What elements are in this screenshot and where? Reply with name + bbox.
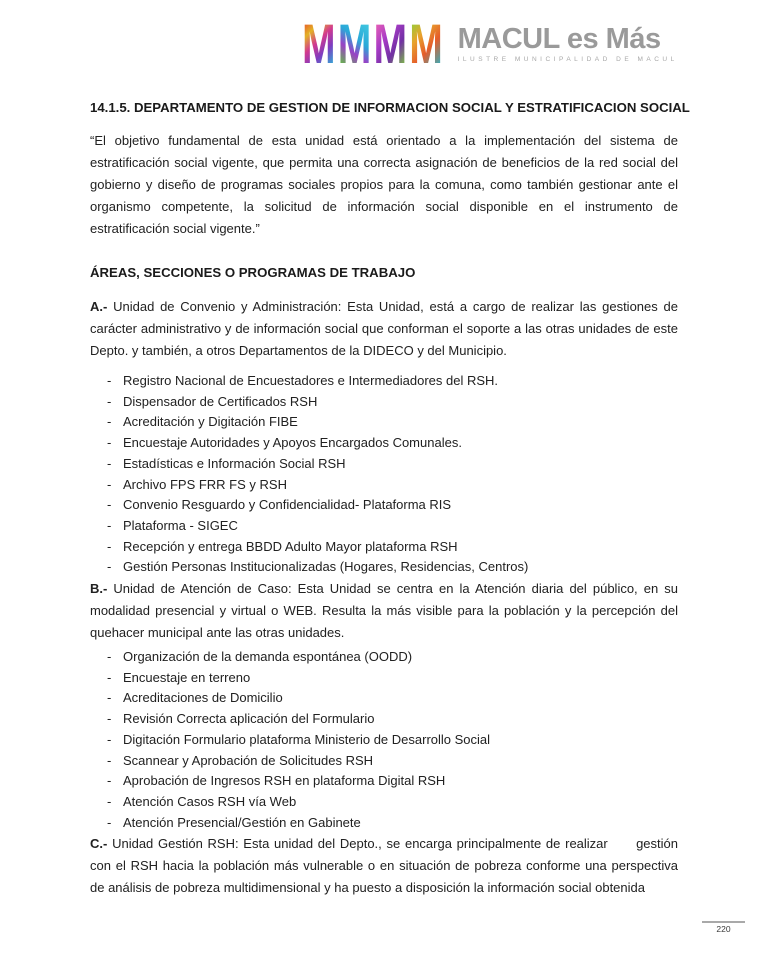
list-item-text: Gestión Personas Institucionalizadas (Hogares, Residencias, Centros) (123, 559, 529, 575)
list-item (90, 688, 678, 709)
list-item-text: Archivo FPS FRR FS y RSH (123, 476, 287, 492)
bullet-marker: - (107, 773, 112, 789)
list-item (90, 433, 678, 454)
unit-b-label: B.- (90, 581, 108, 597)
unit-a-paragraph (90, 296, 678, 362)
list-item-text: Digitación Formulario plataforma Ministerio de Desarrollo Social (123, 731, 491, 747)
list-item (90, 495, 678, 516)
bullet-marker: - (107, 669, 112, 685)
bullet-marker: - (107, 690, 112, 706)
list-item (90, 730, 678, 751)
list-item (90, 454, 678, 475)
list-item-text: Aprobación de Ingresos RSH en plataforma Digital RSH (123, 773, 446, 789)
bullet-marker: - (107, 414, 112, 430)
intro-quote-paragraph: “El objetivo fundamental de esta unidad está orientado a la implementación del sistema de estratificación social vigente, que permita una correcta asignación de beneficios de la red social del gobierno y diseño de programas sociales propios para la comuna, como también gestionar ante el organismo competente, la solicitud de información social disponible en el instrumento de estratificación social vigente.” (90, 133, 678, 236)
bullet-marker: - (107, 455, 112, 471)
list-item-text: Atención Casos RSH vía Web (123, 793, 297, 809)
section-title: 14.1.5. DEPARTAMENTO DE GESTION DE INFORMACION SOCIAL Y ESTRATIFICACION SOCIAL (90, 100, 690, 115)
unit-b-text: Unidad de Atención de Caso: Esta Unidad se centra en la Atención diaria del público, en su modalidad presencial y virtual o WEB. Resulta la más visible para la población y la percepción del quehacer municipal ante las otras unidades. (90, 581, 678, 641)
list-item (90, 792, 678, 813)
list-item (90, 709, 678, 730)
list-item (90, 771, 678, 792)
list-item (90, 647, 678, 668)
list-item (90, 537, 678, 558)
unit-c-text: Unidad Gestión RSH: Esta unidad del Depto., se encarga principalmente de realizar gestión con el RSH hacia la población más vulnerable o en situación de pobreza conforme una perspectiva de análisis de pobreza multidimensional y ha puesto a disposición la información social obtenida (90, 836, 678, 896)
unit-a-list (90, 371, 678, 578)
list-item (90, 412, 678, 433)
list-item (90, 516, 678, 537)
list-item-text: Scannear y Aprobación de Solicitudes RSH (123, 752, 374, 768)
list-item-text: Recepción y entrega BBDD Adulto Mayor plataforma RSH (123, 538, 458, 554)
bullet-marker: - (107, 393, 112, 409)
list-item (90, 392, 678, 413)
bullet-marker: - (107, 538, 112, 554)
list-item (90, 475, 678, 496)
list-item (90, 371, 678, 392)
list-item-text: Acreditaciones de Domicilio (123, 690, 283, 706)
list-item-text: Encuestaje Autoridades y Apoyos Encargados Comunales. (123, 435, 462, 451)
logo-letter-m-3: M (373, 12, 408, 75)
unit-b-list (90, 647, 678, 833)
logo-letter-m-1: M (302, 12, 336, 75)
unit-a-label: A.- (90, 299, 108, 314)
list-item-text: Organización de la demanda espontánea (OODD) (123, 649, 413, 665)
bullet-marker: - (107, 476, 112, 492)
list-item (90, 668, 678, 689)
logo-tagline: ILUSTRE MUNICIPALIDAD DE MACUL (457, 56, 678, 63)
list-item-text: Dispensador de Certificados RSH (123, 393, 318, 409)
bullet-marker: - (107, 814, 112, 830)
unit-c-paragraph (90, 833, 678, 899)
logo-brand-text: MACUL es Más (457, 23, 661, 55)
list-item-text: Convenio Resguardo y Confidencialidad- Plataforma RIS (123, 497, 452, 513)
bullet-marker: - (107, 517, 112, 533)
bullet-marker: - (107, 731, 112, 747)
bullet-marker: - (107, 793, 112, 809)
footer-rule (702, 921, 745, 923)
list-item (90, 557, 678, 578)
list-item (90, 751, 678, 772)
logo-letter-m-4: M (409, 12, 443, 75)
bullet-marker: - (107, 711, 112, 727)
areas-heading: ÁREAS, SECCIONES O PROGRAMAS DE TRABAJO (90, 265, 416, 280)
bullet-marker: - (107, 373, 112, 388)
list-item-text: Encuestaje en terreno (123, 669, 251, 685)
bullet-marker: - (107, 559, 112, 575)
unit-b-paragraph (90, 578, 678, 644)
list-item (90, 813, 678, 834)
unit-c-label: C.- (90, 836, 108, 852)
bullet-marker: - (107, 435, 112, 451)
list-item-text: Registro Nacional de Encuestadores e Intermediadores del RSH. (123, 373, 499, 388)
list-item-text: Acreditación y Digitación FIBE (123, 414, 298, 430)
unit-a-text: Unidad de Convenio y Administración: Esta Unidad, está a cargo de realizar las gestiones de carácter administrativo y de información social que conforman el soporte a las otras unidades de este Depto. y también, a otros Departamentos de la DIDECO y del Municipio. (90, 299, 678, 358)
bullet-marker: - (107, 649, 112, 665)
page-number: 220 (716, 924, 731, 934)
bullet-marker: - (107, 752, 112, 768)
list-item-text: Estadísticas e Información Social RSH (123, 455, 346, 471)
list-item-text: Revisión Correcta aplicación del Formulario (123, 711, 375, 727)
list-item-text: Plataforma - SIGEC (123, 517, 238, 533)
bullet-marker: - (107, 497, 112, 513)
list-item-text: Atención Presencial/Gestión en Gabinete (123, 814, 361, 830)
page-footer (702, 921, 745, 935)
logo-letter-m-2: M (337, 12, 372, 75)
